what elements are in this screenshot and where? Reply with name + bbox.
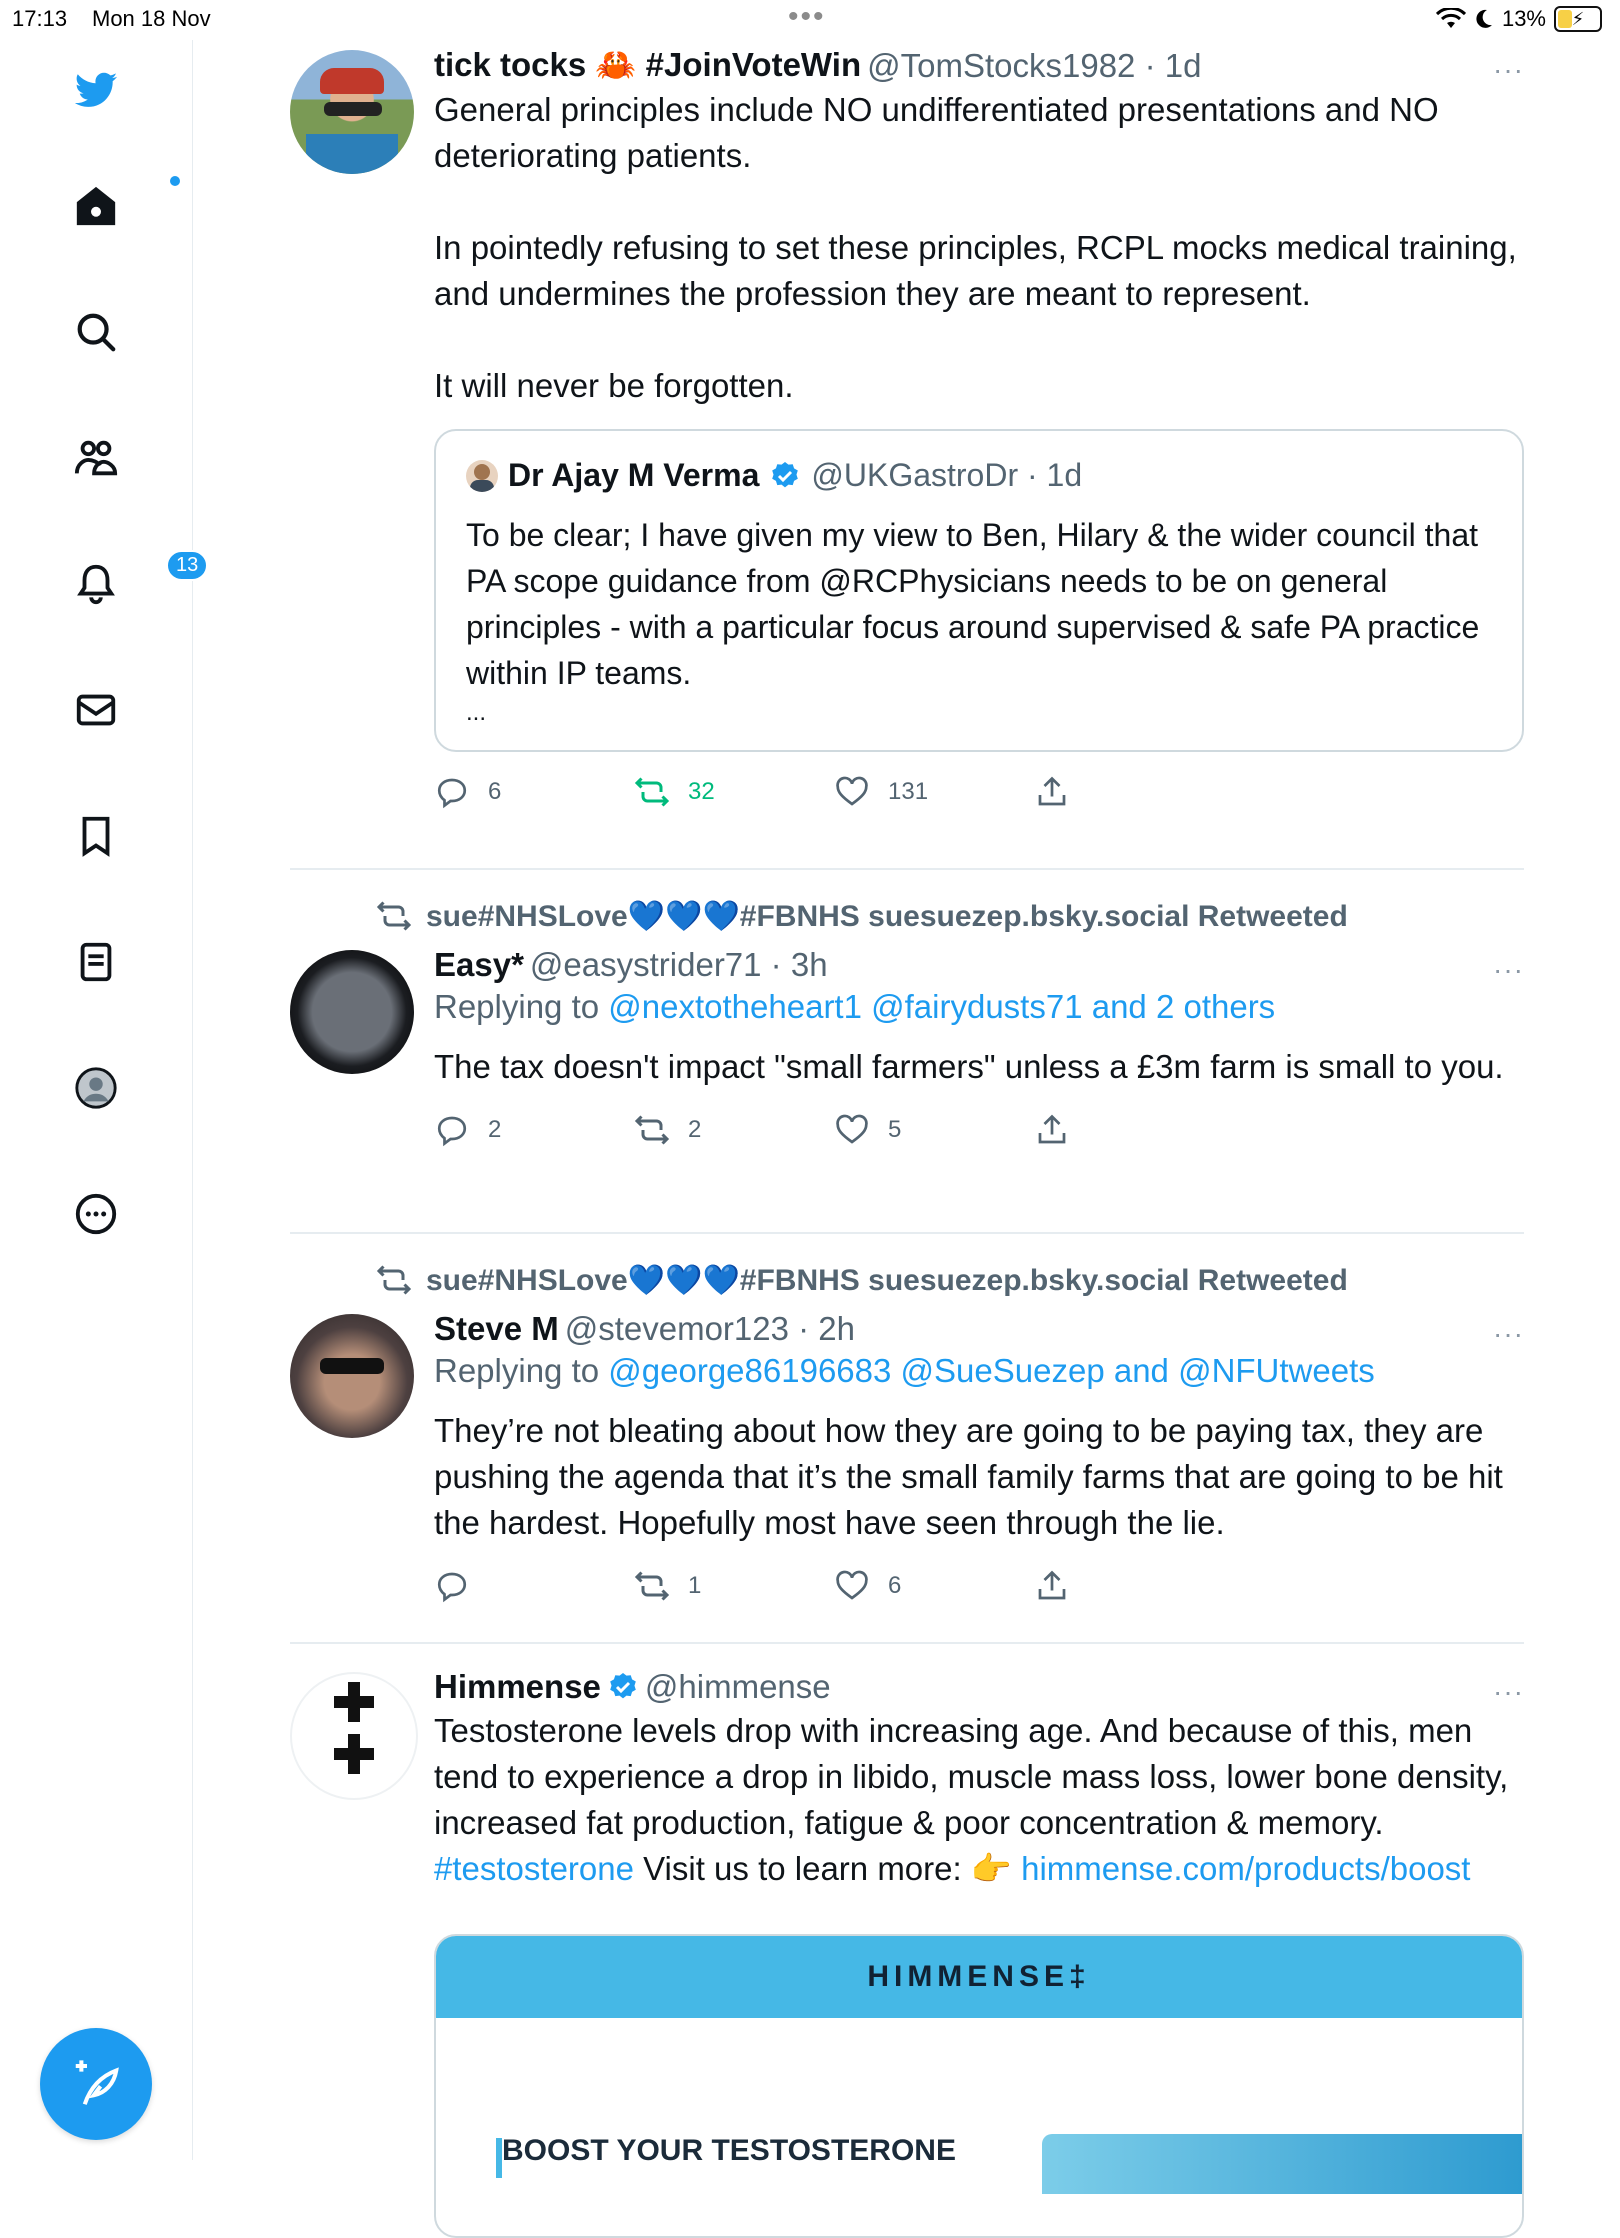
timeline-feed [290, 40, 1524, 2204]
home-unread-dot [170, 176, 180, 186]
heart-icon [834, 1112, 870, 1148]
replying-to-users[interactable]: @george86196683 @SueSuezep and @NFUtweets [608, 1352, 1375, 1389]
nav-notifications[interactable] [66, 554, 199, 614]
replying-to-users[interactable]: @nextotheheart1 @fairydusts71 and 2 others [608, 988, 1276, 1025]
retweet-icon [376, 898, 412, 934]
notifications-badge: 13 [166, 550, 208, 581]
wifi-icon [1436, 8, 1466, 30]
reply-count: 6 [488, 778, 502, 805]
quote-author-name: Dr Ajay M Verma [508, 457, 760, 493]
more-options-icon[interactable]: ··· [1493, 954, 1524, 985]
like-count: 5 [888, 1116, 902, 1143]
search-icon [73, 309, 119, 355]
retweet-button[interactable] [634, 1112, 834, 1148]
nav-communities[interactable] [66, 428, 126, 488]
quill-plus-icon [69, 2057, 123, 2111]
card-image [1042, 2134, 1522, 2194]
reply-button[interactable] [434, 1568, 634, 1604]
tweet-content [434, 40, 1524, 812]
tweet-content [434, 1644, 1524, 2238]
retweeted-by-line [376, 898, 1348, 934]
bell-icon [73, 561, 119, 607]
tweet-text-body: Testosterone levels drop with increasing age. And because of this, men tend to experience a drop in libido, muscle mass loss, lower bone density, increased fat production, fatigue & poor concentration & memory. [434, 1712, 1509, 1841]
more-circle-icon [73, 1191, 119, 1237]
reply-button[interactable] [434, 1112, 634, 1148]
battery-icon: ⚡ [1554, 6, 1602, 32]
retweet-button[interactable] [634, 774, 834, 810]
tweet-header [434, 46, 1524, 85]
quote-ellipsis: ... [466, 699, 487, 726]
share-button[interactable] [1034, 774, 1234, 810]
multitasking-dots-icon[interactable]: ••• [788, 0, 826, 33]
nav-lists[interactable] [66, 932, 126, 992]
tweet[interactable] [290, 1644, 1524, 2204]
heart-icon [834, 1568, 870, 1604]
retweeted-by-text[interactable]: sue#NHSLove💙💙💙#FBNHS suesuezep.bsky.social Retweeted [426, 899, 1348, 933]
lists-icon [73, 939, 119, 985]
author-handle[interactable]: @easystrider71 · 3h [529, 946, 828, 983]
home-icon [73, 183, 119, 229]
author-handle[interactable]: @himmense [644, 1668, 831, 1705]
share-button[interactable] [1034, 1112, 1234, 1148]
quote-header [466, 457, 1492, 494]
share-icon [1034, 1112, 1070, 1148]
twitter-logo-icon[interactable] [66, 60, 126, 120]
tweet-actions [434, 772, 1524, 812]
share-icon [1034, 774, 1070, 810]
reply-count: 2 [488, 1116, 502, 1143]
nav-profile[interactable] [66, 1058, 126, 1118]
double-cross-logo-icon [292, 1674, 416, 1798]
retweet-count: 1 [688, 1572, 702, 1599]
replying-to [434, 1348, 1524, 1394]
tweet-text: General principles include NO undifferentiated presentations and NO deteriorating patients. [434, 91, 1439, 174]
author-handle[interactable]: @TomStocks1982 · 1d [867, 46, 1202, 84]
nav-more[interactable] [66, 1184, 126, 1244]
reply-icon [434, 774, 470, 810]
like-count: 131 [888, 778, 929, 805]
reply-icon [434, 1568, 470, 1604]
more-options-icon[interactable]: ··· [1493, 1318, 1524, 1349]
envelope-icon [73, 687, 119, 733]
tweet[interactable] [290, 870, 1524, 1234]
tweet-text: The tax doesn't impact "small farmers" unless a £3m farm is small to you. [434, 1048, 1504, 1085]
share-icon [1034, 1568, 1070, 1604]
hashtag-link[interactable]: #testosterone [434, 1850, 634, 1887]
tweet-text-cta: Visit us to learn more: 👉 [643, 1850, 1012, 1887]
share-button[interactable] [1034, 1568, 1234, 1604]
retweet-icon [634, 1568, 670, 1604]
profile-avatar-icon [73, 1065, 119, 1111]
retweeted-by-line [376, 1262, 1348, 1298]
compose-tweet-button[interactable] [40, 2028, 152, 2140]
tweet-text: In pointedly refusing to set these principles, RCPL mocks medical training, and undermines the profession they are meant to represent. [434, 229, 1517, 312]
link-card[interactable] [434, 1934, 1524, 2238]
tweet-text [434, 1708, 1524, 1892]
nav-bookmarks[interactable] [66, 806, 126, 866]
reply-button[interactable] [434, 774, 634, 810]
sidebar-nav [0, 40, 199, 2160]
heart-icon [834, 774, 870, 810]
more-options-icon[interactable]: ··· [1493, 54, 1524, 85]
avatar [466, 460, 498, 492]
avatar[interactable] [290, 1672, 418, 1800]
card-headline: BOOST YOUR TESTOSTERONE [502, 2134, 956, 2167]
status-date: Mon 18 Nov [92, 6, 211, 31]
moon-icon [1474, 8, 1494, 30]
tweet-text: It will never be forgotten. [434, 367, 794, 404]
nav-explore[interactable] [66, 302, 126, 362]
like-button[interactable] [834, 774, 1034, 810]
like-button[interactable] [834, 1568, 1034, 1604]
avatar[interactable] [290, 950, 414, 1074]
retweet-count: 2 [688, 1116, 702, 1143]
tweet[interactable] [290, 40, 1524, 870]
tweet-header [434, 946, 1524, 984]
author-name[interactable]: tick tocks 🦀 #JoinVoteWin [434, 46, 862, 83]
retweet-icon [376, 1262, 412, 1298]
status-time: 17:13 [12, 6, 68, 31]
retweet-button[interactable] [634, 1568, 834, 1604]
card-brand-banner [436, 1936, 1522, 2018]
tweet-header [434, 1668, 1524, 1706]
nav-messages[interactable] [66, 680, 126, 740]
more-options-icon[interactable]: ··· [1493, 1676, 1524, 1707]
retweet-icon [634, 1112, 670, 1148]
status-bar [0, 0, 1620, 40]
verified-badge-icon [769, 460, 801, 492]
bookmark-icon [73, 813, 119, 859]
website-link[interactable]: himmense.com/products/boost [1021, 1850, 1471, 1887]
author-name[interactable]: Steve M [434, 1310, 559, 1347]
tweet-actions [434, 1110, 1524, 1150]
reply-icon [434, 1112, 470, 1148]
tweet-actions [434, 1566, 1524, 1606]
status-right [1436, 6, 1602, 32]
verified-badge-icon [607, 1671, 639, 1703]
quoted-tweet[interactable] [434, 429, 1524, 752]
tweet-text: They’re not bleating about how they are going to be paying tax, they are pushing the agenda that it’s the small family farms that are going to be hit the hardest. Hopefully most have seen through the lie. [434, 1412, 1503, 1541]
communities-icon [73, 435, 119, 481]
retweet-icon [634, 774, 670, 810]
retweet-count: 32 [688, 778, 715, 805]
tweet-header [434, 1310, 1524, 1348]
nav-home[interactable] [66, 176, 126, 236]
battery-percent: 13% [1501, 6, 1546, 31]
retweeted-by-text[interactable]: sue#NHSLove💙💙💙#FBNHS suesuezep.bsky.social Retweeted [426, 1263, 1348, 1297]
avatar[interactable] [290, 1314, 414, 1438]
quote-author-handle: @UKGastroDr · 1d [811, 457, 1083, 493]
like-count: 6 [888, 1572, 902, 1599]
author-name[interactable]: Himmense [434, 1668, 601, 1705]
replying-to-label: Replying to [434, 1352, 600, 1389]
author-handle[interactable]: @stevemor123 · 2h [564, 1310, 856, 1347]
quote-text: To be clear; I have given my view to Ben, Hilary & the wider council that PA scope guidance from @RCPhysicians needs to be on general principles - with a particular focus around supervised & safe PA practice within IP teams. [466, 517, 1480, 691]
author-name[interactable]: Easy* [434, 946, 524, 983]
like-button[interactable] [834, 1112, 1034, 1148]
tweet[interactable] [290, 1234, 1524, 1644]
card-brand: HIMMENSE‡ [867, 1960, 1091, 1993]
replying-to-label: Replying to [434, 988, 600, 1025]
avatar[interactable] [290, 50, 414, 174]
replying-to [434, 984, 1524, 1030]
